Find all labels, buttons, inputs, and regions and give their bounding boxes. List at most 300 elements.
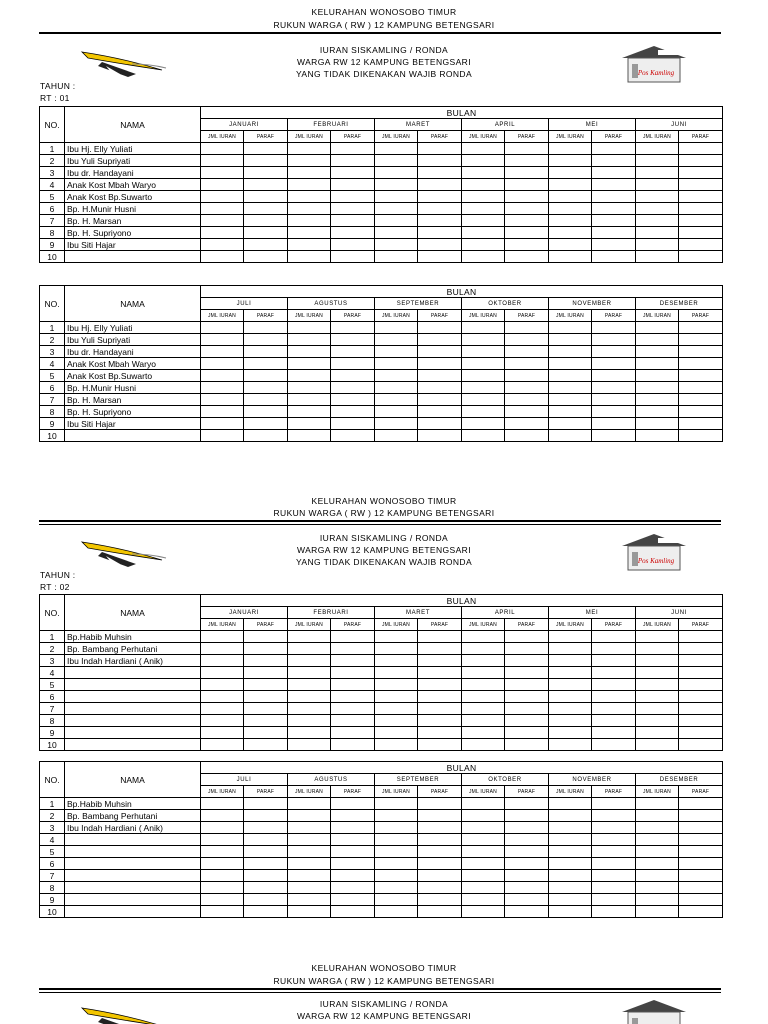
jml-iuran-cell[interactable] xyxy=(636,358,679,370)
jml-iuran-cell[interactable] xyxy=(462,215,505,227)
paraf-cell[interactable] xyxy=(331,679,375,691)
jml-iuran-cell[interactable] xyxy=(201,715,244,727)
paraf-cell[interactable] xyxy=(505,691,549,703)
jml-iuran-cell[interactable] xyxy=(375,227,418,239)
jml-iuran-cell[interactable] xyxy=(201,679,244,691)
jml-iuran-cell[interactable] xyxy=(636,430,679,442)
jml-iuran-cell[interactable] xyxy=(549,334,592,346)
jml-iuran-cell[interactable] xyxy=(636,215,679,227)
jml-iuran-cell[interactable] xyxy=(201,691,244,703)
paraf-cell[interactable] xyxy=(679,203,723,215)
jml-iuran-cell[interactable] xyxy=(462,191,505,203)
paraf-cell[interactable] xyxy=(331,894,375,906)
jml-iuran-cell[interactable] xyxy=(549,406,592,418)
jml-iuran-cell[interactable] xyxy=(549,822,592,834)
jml-iuran-cell[interactable] xyxy=(201,870,244,882)
jml-iuran-cell[interactable] xyxy=(288,370,331,382)
jml-iuran-cell[interactable] xyxy=(549,679,592,691)
jml-iuran-cell[interactable] xyxy=(375,358,418,370)
paraf-cell[interactable] xyxy=(592,739,636,751)
jml-iuran-cell[interactable] xyxy=(201,667,244,679)
jml-iuran-cell[interactable] xyxy=(636,322,679,334)
jml-iuran-cell[interactable] xyxy=(636,406,679,418)
paraf-cell[interactable] xyxy=(418,846,462,858)
jml-iuran-cell[interactable] xyxy=(288,358,331,370)
paraf-cell[interactable] xyxy=(505,251,549,263)
jml-iuran-cell[interactable] xyxy=(288,179,331,191)
paraf-cell[interactable] xyxy=(331,251,375,263)
jml-iuran-cell[interactable] xyxy=(201,655,244,667)
paraf-cell[interactable] xyxy=(505,155,549,167)
jml-iuran-cell[interactable] xyxy=(636,834,679,846)
jml-iuran-cell[interactable] xyxy=(462,179,505,191)
paraf-cell[interactable] xyxy=(331,822,375,834)
jml-iuran-cell[interactable] xyxy=(636,703,679,715)
jml-iuran-cell[interactable] xyxy=(288,251,331,263)
jml-iuran-cell[interactable] xyxy=(288,810,331,822)
jml-iuran-cell[interactable] xyxy=(201,322,244,334)
jml-iuran-cell[interactable] xyxy=(201,703,244,715)
paraf-cell[interactable] xyxy=(331,406,375,418)
paraf-cell[interactable] xyxy=(505,406,549,418)
jml-iuran-cell[interactable] xyxy=(462,858,505,870)
paraf-cell[interactable] xyxy=(331,167,375,179)
paraf-cell[interactable] xyxy=(331,155,375,167)
paraf-cell[interactable] xyxy=(331,798,375,810)
jml-iuran-cell[interactable] xyxy=(201,346,244,358)
paraf-cell[interactable] xyxy=(592,430,636,442)
jml-iuran-cell[interactable] xyxy=(636,251,679,263)
jml-iuran-cell[interactable] xyxy=(288,203,331,215)
paraf-cell[interactable] xyxy=(679,870,723,882)
paraf-cell[interactable] xyxy=(244,346,288,358)
jml-iuran-cell[interactable] xyxy=(375,846,418,858)
jml-iuran-cell[interactable] xyxy=(462,370,505,382)
paraf-cell[interactable] xyxy=(244,167,288,179)
jml-iuran-cell[interactable] xyxy=(462,655,505,667)
paraf-cell[interactable] xyxy=(331,739,375,751)
paraf-cell[interactable] xyxy=(592,394,636,406)
jml-iuran-cell[interactable] xyxy=(201,643,244,655)
paraf-cell[interactable] xyxy=(592,143,636,155)
paraf-cell[interactable] xyxy=(505,358,549,370)
jml-iuran-cell[interactable] xyxy=(462,798,505,810)
jml-iuran-cell[interactable] xyxy=(375,882,418,894)
paraf-cell[interactable] xyxy=(331,370,375,382)
paraf-cell[interactable] xyxy=(331,727,375,739)
jml-iuran-cell[interactable] xyxy=(462,810,505,822)
jml-iuran-cell[interactable] xyxy=(375,370,418,382)
jml-iuran-cell[interactable] xyxy=(462,870,505,882)
jml-iuran-cell[interactable] xyxy=(375,739,418,751)
paraf-cell[interactable] xyxy=(331,191,375,203)
paraf-cell[interactable] xyxy=(679,406,723,418)
paraf-cell[interactable] xyxy=(418,370,462,382)
jml-iuran-cell[interactable] xyxy=(462,715,505,727)
paraf-cell[interactable] xyxy=(679,370,723,382)
paraf-cell[interactable] xyxy=(679,167,723,179)
jml-iuran-cell[interactable] xyxy=(462,239,505,251)
jml-iuran-cell[interactable] xyxy=(375,655,418,667)
jml-iuran-cell[interactable] xyxy=(636,191,679,203)
jml-iuran-cell[interactable] xyxy=(288,215,331,227)
paraf-cell[interactable] xyxy=(418,358,462,370)
jml-iuran-cell[interactable] xyxy=(375,643,418,655)
jml-iuran-cell[interactable] xyxy=(462,167,505,179)
jml-iuran-cell[interactable] xyxy=(375,155,418,167)
paraf-cell[interactable] xyxy=(418,667,462,679)
paraf-cell[interactable] xyxy=(679,358,723,370)
paraf-cell[interactable] xyxy=(244,691,288,703)
jml-iuran-cell[interactable] xyxy=(636,346,679,358)
paraf-cell[interactable] xyxy=(592,334,636,346)
paraf-cell[interactable] xyxy=(244,631,288,643)
paraf-cell[interactable] xyxy=(331,631,375,643)
paraf-cell[interactable] xyxy=(679,810,723,822)
paraf-cell[interactable] xyxy=(592,870,636,882)
paraf-cell[interactable] xyxy=(331,655,375,667)
paraf-cell[interactable] xyxy=(505,679,549,691)
paraf-cell[interactable] xyxy=(592,358,636,370)
paraf-cell[interactable] xyxy=(679,703,723,715)
paraf-cell[interactable] xyxy=(505,239,549,251)
jml-iuran-cell[interactable] xyxy=(201,251,244,263)
paraf-cell[interactable] xyxy=(592,418,636,430)
paraf-cell[interactable] xyxy=(244,191,288,203)
jml-iuran-cell[interactable] xyxy=(375,715,418,727)
paraf-cell[interactable] xyxy=(244,239,288,251)
jml-iuran-cell[interactable] xyxy=(549,346,592,358)
paraf-cell[interactable] xyxy=(418,167,462,179)
paraf-cell[interactable] xyxy=(244,846,288,858)
jml-iuran-cell[interactable] xyxy=(549,203,592,215)
paraf-cell[interactable] xyxy=(592,882,636,894)
jml-iuran-cell[interactable] xyxy=(549,870,592,882)
paraf-cell[interactable] xyxy=(418,870,462,882)
jml-iuran-cell[interactable] xyxy=(636,715,679,727)
paraf-cell[interactable] xyxy=(331,691,375,703)
jml-iuran-cell[interactable] xyxy=(201,822,244,834)
paraf-cell[interactable] xyxy=(679,667,723,679)
jml-iuran-cell[interactable] xyxy=(462,882,505,894)
paraf-cell[interactable] xyxy=(505,870,549,882)
paraf-cell[interactable] xyxy=(592,239,636,251)
paraf-cell[interactable] xyxy=(244,858,288,870)
paraf-cell[interactable] xyxy=(505,631,549,643)
paraf-cell[interactable] xyxy=(244,810,288,822)
jml-iuran-cell[interactable] xyxy=(636,810,679,822)
jml-iuran-cell[interactable] xyxy=(636,203,679,215)
jml-iuran-cell[interactable] xyxy=(201,370,244,382)
paraf-cell[interactable] xyxy=(679,727,723,739)
paraf-cell[interactable] xyxy=(418,798,462,810)
paraf-cell[interactable] xyxy=(244,370,288,382)
paraf-cell[interactable] xyxy=(331,394,375,406)
paraf-cell[interactable] xyxy=(418,894,462,906)
jml-iuran-cell[interactable] xyxy=(549,227,592,239)
jml-iuran-cell[interactable] xyxy=(549,358,592,370)
paraf-cell[interactable] xyxy=(331,346,375,358)
paraf-cell[interactable] xyxy=(592,810,636,822)
jml-iuran-cell[interactable] xyxy=(375,810,418,822)
paraf-cell[interactable] xyxy=(505,727,549,739)
jml-iuran-cell[interactable] xyxy=(288,418,331,430)
jml-iuran-cell[interactable] xyxy=(288,406,331,418)
paraf-cell[interactable] xyxy=(418,322,462,334)
paraf-cell[interactable] xyxy=(592,382,636,394)
jml-iuran-cell[interactable] xyxy=(375,679,418,691)
jml-iuran-cell[interactable] xyxy=(201,810,244,822)
paraf-cell[interactable] xyxy=(244,227,288,239)
jml-iuran-cell[interactable] xyxy=(636,143,679,155)
paraf-cell[interactable] xyxy=(331,906,375,918)
jml-iuran-cell[interactable] xyxy=(375,251,418,263)
jml-iuran-cell[interactable] xyxy=(288,822,331,834)
paraf-cell[interactable] xyxy=(505,215,549,227)
paraf-cell[interactable] xyxy=(679,322,723,334)
paraf-cell[interactable] xyxy=(505,143,549,155)
paraf-cell[interactable] xyxy=(505,191,549,203)
jml-iuran-cell[interactable] xyxy=(636,418,679,430)
jml-iuran-cell[interactable] xyxy=(201,739,244,751)
jml-iuran-cell[interactable] xyxy=(375,822,418,834)
paraf-cell[interactable] xyxy=(592,679,636,691)
jml-iuran-cell[interactable] xyxy=(375,418,418,430)
paraf-cell[interactable] xyxy=(331,846,375,858)
jml-iuran-cell[interactable] xyxy=(288,227,331,239)
jml-iuran-cell[interactable] xyxy=(201,858,244,870)
jml-iuran-cell[interactable] xyxy=(636,179,679,191)
paraf-cell[interactable] xyxy=(331,870,375,882)
jml-iuran-cell[interactable] xyxy=(201,418,244,430)
jml-iuran-cell[interactable] xyxy=(549,715,592,727)
jml-iuran-cell[interactable] xyxy=(375,191,418,203)
paraf-cell[interactable] xyxy=(331,643,375,655)
jml-iuran-cell[interactable] xyxy=(375,346,418,358)
jml-iuran-cell[interactable] xyxy=(288,239,331,251)
paraf-cell[interactable] xyxy=(679,227,723,239)
jml-iuran-cell[interactable] xyxy=(636,822,679,834)
jml-iuran-cell[interactable] xyxy=(636,846,679,858)
jml-iuran-cell[interactable] xyxy=(288,834,331,846)
paraf-cell[interactable] xyxy=(244,382,288,394)
paraf-cell[interactable] xyxy=(331,703,375,715)
jml-iuran-cell[interactable] xyxy=(636,239,679,251)
jml-iuran-cell[interactable] xyxy=(636,870,679,882)
jml-iuran-cell[interactable] xyxy=(375,727,418,739)
paraf-cell[interactable] xyxy=(592,643,636,655)
jml-iuran-cell[interactable] xyxy=(201,239,244,251)
jml-iuran-cell[interactable] xyxy=(288,691,331,703)
paraf-cell[interactable] xyxy=(679,334,723,346)
paraf-cell[interactable] xyxy=(679,691,723,703)
jml-iuran-cell[interactable] xyxy=(549,239,592,251)
paraf-cell[interactable] xyxy=(331,322,375,334)
paraf-cell[interactable] xyxy=(418,430,462,442)
paraf-cell[interactable] xyxy=(418,655,462,667)
paraf-cell[interactable] xyxy=(331,227,375,239)
paraf-cell[interactable] xyxy=(592,655,636,667)
paraf-cell[interactable] xyxy=(244,906,288,918)
paraf-cell[interactable] xyxy=(679,382,723,394)
jml-iuran-cell[interactable] xyxy=(636,334,679,346)
paraf-cell[interactable] xyxy=(505,834,549,846)
paraf-cell[interactable] xyxy=(679,430,723,442)
jml-iuran-cell[interactable] xyxy=(375,834,418,846)
paraf-cell[interactable] xyxy=(505,334,549,346)
jml-iuran-cell[interactable] xyxy=(462,394,505,406)
paraf-cell[interactable] xyxy=(679,191,723,203)
jml-iuran-cell[interactable] xyxy=(549,631,592,643)
jml-iuran-cell[interactable] xyxy=(375,382,418,394)
jml-iuran-cell[interactable] xyxy=(201,227,244,239)
jml-iuran-cell[interactable] xyxy=(288,631,331,643)
paraf-cell[interactable] xyxy=(679,882,723,894)
jml-iuran-cell[interactable] xyxy=(201,906,244,918)
paraf-cell[interactable] xyxy=(679,346,723,358)
jml-iuran-cell[interactable] xyxy=(462,430,505,442)
jml-iuran-cell[interactable] xyxy=(636,167,679,179)
paraf-cell[interactable] xyxy=(505,322,549,334)
paraf-cell[interactable] xyxy=(331,834,375,846)
paraf-cell[interactable] xyxy=(505,418,549,430)
paraf-cell[interactable] xyxy=(244,643,288,655)
paraf-cell[interactable] xyxy=(244,406,288,418)
jml-iuran-cell[interactable] xyxy=(288,846,331,858)
jml-iuran-cell[interactable] xyxy=(636,667,679,679)
jml-iuran-cell[interactable] xyxy=(462,739,505,751)
paraf-cell[interactable] xyxy=(244,322,288,334)
paraf-cell[interactable] xyxy=(331,239,375,251)
paraf-cell[interactable] xyxy=(418,882,462,894)
jml-iuran-cell[interactable] xyxy=(462,727,505,739)
jml-iuran-cell[interactable] xyxy=(636,894,679,906)
jml-iuran-cell[interactable] xyxy=(636,394,679,406)
jml-iuran-cell[interactable] xyxy=(201,882,244,894)
jml-iuran-cell[interactable] xyxy=(549,191,592,203)
paraf-cell[interactable] xyxy=(592,906,636,918)
jml-iuran-cell[interactable] xyxy=(288,167,331,179)
paraf-cell[interactable] xyxy=(679,846,723,858)
paraf-cell[interactable] xyxy=(418,215,462,227)
paraf-cell[interactable] xyxy=(244,882,288,894)
paraf-cell[interactable] xyxy=(331,179,375,191)
paraf-cell[interactable] xyxy=(592,406,636,418)
paraf-cell[interactable] xyxy=(331,882,375,894)
jml-iuran-cell[interactable] xyxy=(549,643,592,655)
jml-iuran-cell[interactable] xyxy=(288,382,331,394)
jml-iuran-cell[interactable] xyxy=(288,346,331,358)
paraf-cell[interactable] xyxy=(505,906,549,918)
jml-iuran-cell[interactable] xyxy=(375,143,418,155)
paraf-cell[interactable] xyxy=(679,215,723,227)
paraf-cell[interactable] xyxy=(331,667,375,679)
paraf-cell[interactable] xyxy=(592,703,636,715)
paraf-cell[interactable] xyxy=(244,703,288,715)
jml-iuran-cell[interactable] xyxy=(288,703,331,715)
jml-iuran-cell[interactable] xyxy=(549,727,592,739)
paraf-cell[interactable] xyxy=(505,810,549,822)
jml-iuran-cell[interactable] xyxy=(462,155,505,167)
jml-iuran-cell[interactable] xyxy=(549,179,592,191)
paraf-cell[interactable] xyxy=(331,430,375,442)
paraf-cell[interactable] xyxy=(679,655,723,667)
paraf-cell[interactable] xyxy=(679,894,723,906)
paraf-cell[interactable] xyxy=(244,251,288,263)
paraf-cell[interactable] xyxy=(244,179,288,191)
paraf-cell[interactable] xyxy=(679,179,723,191)
jml-iuran-cell[interactable] xyxy=(462,643,505,655)
jml-iuran-cell[interactable] xyxy=(288,739,331,751)
jml-iuran-cell[interactable] xyxy=(201,798,244,810)
jml-iuran-cell[interactable] xyxy=(288,334,331,346)
jml-iuran-cell[interactable] xyxy=(549,394,592,406)
paraf-cell[interactable] xyxy=(418,715,462,727)
paraf-cell[interactable] xyxy=(505,822,549,834)
paraf-cell[interactable] xyxy=(418,834,462,846)
jml-iuran-cell[interactable] xyxy=(288,715,331,727)
paraf-cell[interactable] xyxy=(418,822,462,834)
paraf-cell[interactable] xyxy=(418,382,462,394)
jml-iuran-cell[interactable] xyxy=(375,167,418,179)
jml-iuran-cell[interactable] xyxy=(375,667,418,679)
jml-iuran-cell[interactable] xyxy=(375,239,418,251)
jml-iuran-cell[interactable] xyxy=(462,322,505,334)
paraf-cell[interactable] xyxy=(505,703,549,715)
paraf-cell[interactable] xyxy=(244,418,288,430)
jml-iuran-cell[interactable] xyxy=(636,882,679,894)
paraf-cell[interactable] xyxy=(592,322,636,334)
paraf-cell[interactable] xyxy=(331,358,375,370)
jml-iuran-cell[interactable] xyxy=(462,906,505,918)
jml-iuran-cell[interactable] xyxy=(549,691,592,703)
paraf-cell[interactable] xyxy=(418,906,462,918)
jml-iuran-cell[interactable] xyxy=(201,155,244,167)
jml-iuran-cell[interactable] xyxy=(636,631,679,643)
jml-iuran-cell[interactable] xyxy=(636,155,679,167)
paraf-cell[interactable] xyxy=(331,810,375,822)
paraf-cell[interactable] xyxy=(331,418,375,430)
jml-iuran-cell[interactable] xyxy=(288,667,331,679)
jml-iuran-cell[interactable] xyxy=(375,322,418,334)
paraf-cell[interactable] xyxy=(592,834,636,846)
jml-iuran-cell[interactable] xyxy=(288,155,331,167)
jml-iuran-cell[interactable] xyxy=(288,858,331,870)
paraf-cell[interactable] xyxy=(505,394,549,406)
paraf-cell[interactable] xyxy=(331,858,375,870)
paraf-cell[interactable] xyxy=(592,858,636,870)
jml-iuran-cell[interactable] xyxy=(462,227,505,239)
paraf-cell[interactable] xyxy=(592,715,636,727)
paraf-cell[interactable] xyxy=(679,155,723,167)
paraf-cell[interactable] xyxy=(244,394,288,406)
jml-iuran-cell[interactable] xyxy=(636,227,679,239)
jml-iuran-cell[interactable] xyxy=(636,370,679,382)
paraf-cell[interactable] xyxy=(418,251,462,263)
paraf-cell[interactable] xyxy=(244,834,288,846)
paraf-cell[interactable] xyxy=(418,406,462,418)
paraf-cell[interactable] xyxy=(505,370,549,382)
paraf-cell[interactable] xyxy=(679,858,723,870)
paraf-cell[interactable] xyxy=(592,227,636,239)
jml-iuran-cell[interactable] xyxy=(549,418,592,430)
jml-iuran-cell[interactable] xyxy=(288,394,331,406)
jml-iuran-cell[interactable] xyxy=(462,846,505,858)
jml-iuran-cell[interactable] xyxy=(462,667,505,679)
jml-iuran-cell[interactable] xyxy=(462,679,505,691)
paraf-cell[interactable] xyxy=(418,810,462,822)
jml-iuran-cell[interactable] xyxy=(288,655,331,667)
